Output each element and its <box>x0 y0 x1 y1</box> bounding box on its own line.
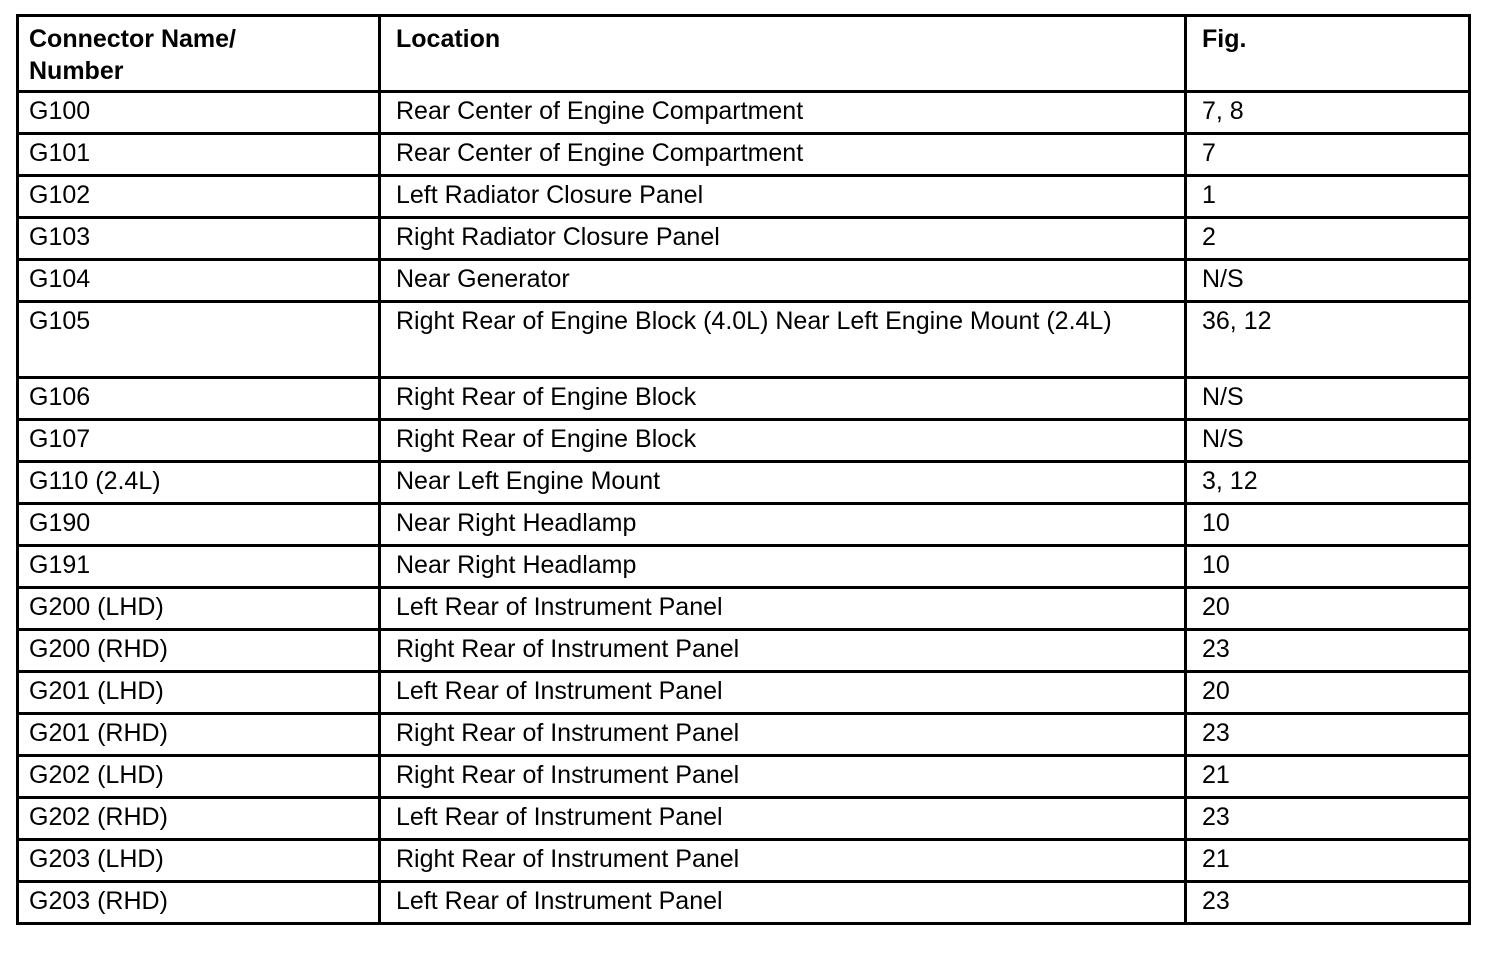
cell-fig: 21 <box>1186 840 1470 882</box>
table-row <box>18 260 1470 302</box>
cell-location: Left Rear of Instrument Panel <box>380 588 1186 630</box>
table-row <box>18 218 1470 260</box>
table-row <box>18 630 1470 672</box>
cell-location: Near Right Headlamp <box>380 504 1186 546</box>
cell-connector: G201 (RHD) <box>18 714 380 756</box>
cell-location: Rear Center of Engine Compartment <box>380 134 1186 176</box>
table-header-row <box>18 16 1470 92</box>
cell-connector: G107 <box>18 420 380 462</box>
cell-connector: G105 <box>18 302 380 378</box>
cell-connector: G201 (LHD) <box>18 672 380 714</box>
cell-connector: G101 <box>18 134 380 176</box>
cell-location: Left Rear of Instrument Panel <box>380 798 1186 840</box>
cell-fig: 20 <box>1186 672 1470 714</box>
connector-location-table <box>16 14 1471 925</box>
cell-fig: 23 <box>1186 798 1470 840</box>
cell-connector: G100 <box>18 92 380 134</box>
cell-fig: N/S <box>1186 378 1470 420</box>
cell-connector: G202 (LHD) <box>18 756 380 798</box>
table-row <box>18 714 1470 756</box>
cell-fig: 21 <box>1186 756 1470 798</box>
table-row <box>18 546 1470 588</box>
cell-fig: 10 <box>1186 546 1470 588</box>
table-row <box>18 504 1470 546</box>
table-row <box>18 756 1470 798</box>
table-row <box>18 882 1470 924</box>
cell-location: Left Rear of Instrument Panel <box>380 672 1186 714</box>
cell-location: Left Radiator Closure Panel <box>380 176 1186 218</box>
table-row <box>18 840 1470 882</box>
cell-fig: 2 <box>1186 218 1470 260</box>
cell-location: Near Generator <box>380 260 1186 302</box>
table-row <box>18 176 1470 218</box>
cell-connector: G202 (RHD) <box>18 798 380 840</box>
cell-connector: G103 <box>18 218 380 260</box>
cell-fig: 3, 12 <box>1186 462 1470 504</box>
cell-connector: G102 <box>18 176 380 218</box>
cell-location: Right Rear of Engine Block <box>380 378 1186 420</box>
cell-fig: 23 <box>1186 882 1470 924</box>
cell-fig: 23 <box>1186 714 1470 756</box>
cell-fig: 7 <box>1186 134 1470 176</box>
cell-location: Left Rear of Instrument Panel <box>380 882 1186 924</box>
cell-location: Near Right Headlamp <box>380 546 1186 588</box>
cell-connector: G190 <box>18 504 380 546</box>
cell-connector: G203 (RHD) <box>18 882 380 924</box>
cell-fig: 23 <box>1186 630 1470 672</box>
cell-location: Right Rear of Engine Block (4.0L) Near Left Engine Mount (2.4L) <box>380 302 1186 378</box>
cell-fig: N/S <box>1186 420 1470 462</box>
cell-location: Right Rear of Instrument Panel <box>380 756 1186 798</box>
cell-connector: G106 <box>18 378 380 420</box>
cell-location: Near Left Engine Mount <box>380 462 1186 504</box>
table-row <box>18 462 1470 504</box>
table-row <box>18 672 1470 714</box>
cell-fig: 20 <box>1186 588 1470 630</box>
table-row <box>18 798 1470 840</box>
cell-location: Right Radiator Closure Panel <box>380 218 1186 260</box>
cell-fig: 10 <box>1186 504 1470 546</box>
cell-fig: 36, 12 <box>1186 302 1470 378</box>
cell-connector: G203 (LHD) <box>18 840 380 882</box>
table-row <box>18 302 1470 378</box>
cell-connector: G191 <box>18 546 380 588</box>
cell-location: Right Rear of Instrument Panel <box>380 630 1186 672</box>
cell-fig: N/S <box>1186 260 1470 302</box>
table-row <box>18 420 1470 462</box>
cell-fig: 1 <box>1186 176 1470 218</box>
header-location: Location <box>380 16 1186 92</box>
table-row <box>18 378 1470 420</box>
cell-location: Rear Center of Engine Compartment <box>380 92 1186 134</box>
table-row <box>18 134 1470 176</box>
table-row <box>18 588 1470 630</box>
cell-location: Right Rear of Instrument Panel <box>380 840 1186 882</box>
cell-fig: 7, 8 <box>1186 92 1470 134</box>
table-row <box>18 92 1470 134</box>
header-fig: Fig. <box>1186 16 1470 92</box>
cell-connector: G200 (RHD) <box>18 630 380 672</box>
header-connector-name: Connector Name/ Number <box>18 16 380 92</box>
cell-connector: G104 <box>18 260 380 302</box>
cell-location: Right Rear of Engine Block <box>380 420 1186 462</box>
cell-connector: G200 (LHD) <box>18 588 380 630</box>
cell-location: Right Rear of Instrument Panel <box>380 714 1186 756</box>
cell-connector: G110 (2.4L) <box>18 462 380 504</box>
